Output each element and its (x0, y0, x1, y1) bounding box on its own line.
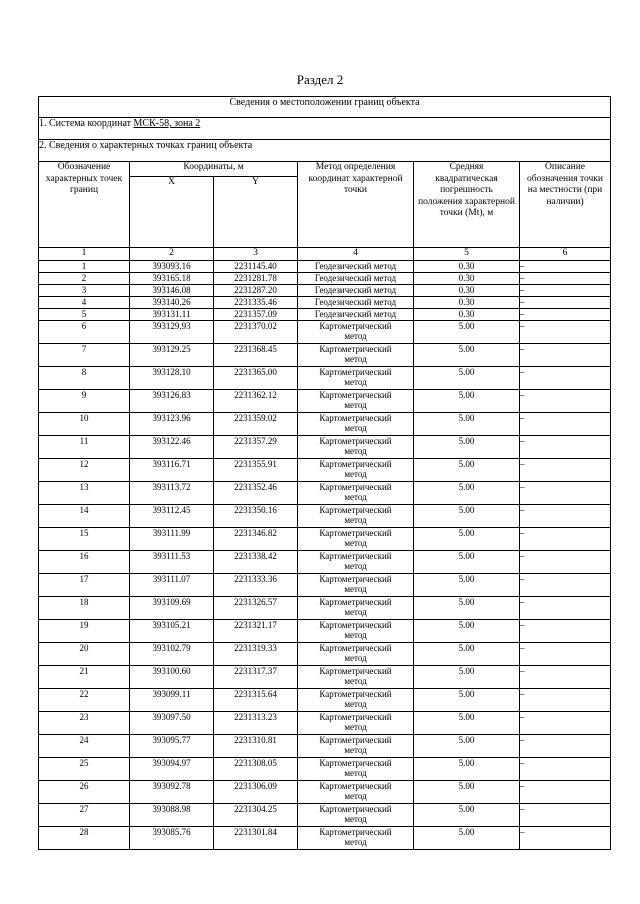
error-cell: 5.00 (414, 551, 520, 574)
point-number-cell: 25 (39, 758, 130, 781)
x-coordinate-cell: 393095.77 (130, 735, 214, 758)
table-row (39, 597, 611, 620)
y-coordinate-cell: 2231308.05 (214, 758, 298, 781)
point-number-cell: 12 (39, 459, 130, 482)
point-number-cell: 28 (39, 827, 130, 850)
header-x: X (130, 177, 214, 248)
error-cell: 0.30 (414, 285, 520, 297)
error-cell: 5.00 (414, 528, 520, 551)
description-cell: – (520, 804, 611, 827)
description-cell: – (520, 459, 611, 482)
method-cell: Геодезический метод (298, 297, 414, 309)
table-row (39, 528, 611, 551)
x-coordinate-cell: 393085.76 (130, 827, 214, 850)
point-number-cell: 21 (39, 666, 130, 689)
x-coordinate-cell: 393102.79 (130, 643, 214, 666)
description-cell: – (520, 297, 611, 309)
error-cell: 5.00 (414, 390, 520, 413)
error-cell: 5.00 (414, 321, 520, 344)
error-cell: 5.00 (414, 781, 520, 804)
table-row (39, 285, 611, 297)
header-coords: Координаты, м (130, 162, 298, 177)
coord-system-label: 1. Система координат (39, 118, 134, 129)
y-coordinate-cell: 2231301.84 (214, 827, 298, 850)
x-coordinate-cell: 393111.53 (130, 551, 214, 574)
description-cell: – (520, 261, 611, 273)
error-cell: 5.00 (414, 735, 520, 758)
point-number-cell: 1 (39, 261, 130, 273)
column-number: 1 (39, 248, 130, 261)
description-cell: – (520, 643, 611, 666)
y-coordinate-cell: 2231145.40 (214, 261, 298, 273)
x-coordinate-cell: 393088.98 (130, 804, 214, 827)
x-coordinate-cell: 393140.26 (130, 297, 214, 309)
point-number-cell: 10 (39, 413, 130, 436)
method-cell: Картометрический метод (298, 712, 414, 735)
x-coordinate-cell: 393126.83 (130, 390, 214, 413)
description-cell: – (520, 620, 611, 643)
boundary-points-table (38, 96, 611, 850)
column-number: 6 (520, 248, 611, 261)
description-cell: – (520, 321, 611, 344)
method-cell: Картометрический метод (298, 574, 414, 597)
method-cell: Геодезический метод (298, 309, 414, 321)
description-cell: – (520, 551, 611, 574)
header-designation: Обозначение характерных точек границ (39, 162, 130, 248)
error-cell: 5.00 (414, 367, 520, 390)
error-cell: 5.00 (414, 758, 520, 781)
table-row (39, 505, 611, 528)
point-number-cell: 15 (39, 528, 130, 551)
description-cell: – (520, 344, 611, 367)
table-row (39, 758, 611, 781)
method-cell: Картометрический метод (298, 735, 414, 758)
description-cell: – (520, 827, 611, 850)
table-row (39, 574, 611, 597)
y-coordinate-cell: 2231365.00 (214, 367, 298, 390)
y-coordinate-cell: 2231355.91 (214, 459, 298, 482)
y-coordinate-cell: 2231319.33 (214, 643, 298, 666)
table-row (39, 309, 611, 321)
y-coordinate-cell: 2231333.36 (214, 574, 298, 597)
point-number-cell: 27 (39, 804, 130, 827)
method-cell: Картометрический метод (298, 528, 414, 551)
y-coordinate-cell: 2231370.02 (214, 321, 298, 344)
point-number-cell: 8 (39, 367, 130, 390)
description-cell: – (520, 390, 611, 413)
description-cell: – (520, 285, 611, 297)
method-cell: Картометрический метод (298, 459, 414, 482)
table-row (39, 344, 611, 367)
point-number-cell: 23 (39, 712, 130, 735)
error-cell: 5.00 (414, 413, 520, 436)
x-coordinate-cell: 393092.78 (130, 781, 214, 804)
x-coordinate-cell: 393146.08 (130, 285, 214, 297)
y-coordinate-cell: 2231346.82 (214, 528, 298, 551)
error-cell: 5.00 (414, 666, 520, 689)
header-method: Метод определения координат характерной точки (298, 162, 414, 248)
table-row (39, 666, 611, 689)
point-number-cell: 17 (39, 574, 130, 597)
description-cell: – (520, 505, 611, 528)
point-number-cell: 2 (39, 273, 130, 285)
error-cell: 5.00 (414, 482, 520, 505)
description-cell: – (520, 574, 611, 597)
y-coordinate-cell: 2231357.09 (214, 309, 298, 321)
y-coordinate-cell: 2231313.23 (214, 712, 298, 735)
method-cell: Картометрический метод (298, 804, 414, 827)
method-cell: Картометрический метод (298, 321, 414, 344)
y-coordinate-cell: 2231352.46 (214, 482, 298, 505)
table-row (39, 781, 611, 804)
point-number-cell: 13 (39, 482, 130, 505)
description-cell: – (520, 413, 611, 436)
y-coordinate-cell: 2231359.02 (214, 413, 298, 436)
table-row (39, 689, 611, 712)
x-coordinate-cell: 393128.10 (130, 367, 214, 390)
table-row (39, 804, 611, 827)
point-number-cell: 14 (39, 505, 130, 528)
header-y: Y (214, 177, 298, 248)
error-cell: 5.00 (414, 597, 520, 620)
x-coordinate-cell: 393094.97 (130, 758, 214, 781)
method-cell: Картометрический метод (298, 827, 414, 850)
description-cell: – (520, 482, 611, 505)
table-row (39, 827, 611, 850)
point-number-cell: 26 (39, 781, 130, 804)
method-cell: Картометрический метод (298, 551, 414, 574)
section-title: Раздел 2 (296, 72, 344, 87)
error-cell: 5.00 (414, 344, 520, 367)
method-cell: Картометрический метод (298, 620, 414, 643)
description-cell: – (520, 781, 611, 804)
y-coordinate-cell: 2231350.16 (214, 505, 298, 528)
method-cell: Картометрический метод (298, 436, 414, 459)
x-coordinate-cell: 393165.18 (130, 273, 214, 285)
point-number-cell: 20 (39, 643, 130, 666)
table-row (39, 367, 611, 390)
y-coordinate-cell: 2231315.64 (214, 689, 298, 712)
y-coordinate-cell: 2231326.57 (214, 597, 298, 620)
description-cell: – (520, 528, 611, 551)
table-row (39, 643, 611, 666)
column-numbers-row (39, 248, 611, 261)
header-error: Средняя квадратическая погрешность положения характерной точки (Mt), м (414, 162, 520, 248)
description-cell: – (520, 597, 611, 620)
error-cell: 5.00 (414, 574, 520, 597)
method-cell: Картометрический метод (298, 781, 414, 804)
description-cell: – (520, 273, 611, 285)
error-cell: 5.00 (414, 827, 520, 850)
coord-system-value: МСК-58, зона 2 (133, 118, 201, 129)
point-number-cell: 6 (39, 321, 130, 344)
y-coordinate-cell: 2231287.20 (214, 285, 298, 297)
method-cell: Картометрический метод (298, 666, 414, 689)
error-cell: 5.00 (414, 505, 520, 528)
point-number-cell: 24 (39, 735, 130, 758)
error-cell: 0.30 (414, 273, 520, 285)
y-coordinate-cell: 2231321.17 (214, 620, 298, 643)
point-number-cell: 4 (39, 297, 130, 309)
point-number-cell: 22 (39, 689, 130, 712)
y-coordinate-cell: 2231281.78 (214, 273, 298, 285)
table-row (39, 436, 611, 459)
point-number-cell: 19 (39, 620, 130, 643)
error-cell: 0.30 (414, 261, 520, 273)
error-cell: 0.30 (414, 297, 520, 309)
error-cell: 5.00 (414, 804, 520, 827)
method-cell: Картометрический метод (298, 344, 414, 367)
error-cell: 0.30 (414, 309, 520, 321)
error-cell: 5.00 (414, 436, 520, 459)
method-cell: Картометрический метод (298, 758, 414, 781)
x-coordinate-cell: 393113.72 (130, 482, 214, 505)
coord-system-line (39, 118, 611, 140)
y-coordinate-cell: 2231310.81 (214, 735, 298, 758)
x-coordinate-cell: 393097.50 (130, 712, 214, 735)
x-coordinate-cell: 393111.99 (130, 528, 214, 551)
method-cell: Картометрический метод (298, 505, 414, 528)
y-coordinate-cell: 2231368.45 (214, 344, 298, 367)
point-number-cell: 7 (39, 344, 130, 367)
description-cell: – (520, 758, 611, 781)
points-section-title: 2. Сведения о характерных точках границ объекта (39, 140, 611, 162)
description-cell: – (520, 309, 611, 321)
y-coordinate-cell: 2231317.37 (214, 666, 298, 689)
method-cell: Картометрический метод (298, 482, 414, 505)
x-coordinate-cell: 393112.45 (130, 505, 214, 528)
header-description: Описание обозначения точки на местности (при наличии) (520, 162, 611, 248)
error-cell: 5.00 (414, 459, 520, 482)
point-number-cell: 11 (39, 436, 130, 459)
table-row (39, 712, 611, 735)
x-coordinate-cell: 393100.60 (130, 666, 214, 689)
method-cell: Геодезический метод (298, 261, 414, 273)
error-cell: 5.00 (414, 689, 520, 712)
table-row (39, 551, 611, 574)
table-row (39, 459, 611, 482)
table-row (39, 620, 611, 643)
column-number: 3 (214, 248, 298, 261)
method-cell: Картометрический метод (298, 597, 414, 620)
y-coordinate-cell: 2231357.29 (214, 436, 298, 459)
x-coordinate-cell: 393129.25 (130, 344, 214, 367)
table-row (39, 261, 611, 273)
method-cell: Картометрический метод (298, 643, 414, 666)
column-number: 2 (130, 248, 214, 261)
point-number-cell: 5 (39, 309, 130, 321)
x-coordinate-cell: 393109.69 (130, 597, 214, 620)
y-coordinate-cell: 2231335.46 (214, 297, 298, 309)
y-coordinate-cell: 2231306.09 (214, 781, 298, 804)
method-cell: Геодезический метод (298, 273, 414, 285)
error-cell: 5.00 (414, 712, 520, 735)
description-cell: – (520, 735, 611, 758)
x-coordinate-cell: 393131.11 (130, 309, 214, 321)
table-row (39, 482, 611, 505)
table-row (39, 413, 611, 436)
table-row (39, 321, 611, 344)
y-coordinate-cell: 2231338.42 (214, 551, 298, 574)
y-coordinate-cell: 2231304.25 (214, 804, 298, 827)
point-number-cell: 16 (39, 551, 130, 574)
table-banner: Сведения о местоположении границ объекта (39, 97, 611, 118)
x-coordinate-cell: 393123.96 (130, 413, 214, 436)
table-row (39, 735, 611, 758)
x-coordinate-cell: 393111.07 (130, 574, 214, 597)
point-number-cell: 9 (39, 390, 130, 413)
x-coordinate-cell: 393099.11 (130, 689, 214, 712)
description-cell: – (520, 712, 611, 735)
column-number: 5 (414, 248, 520, 261)
description-cell: – (520, 689, 611, 712)
table-row (39, 390, 611, 413)
method-cell: Картометрический метод (298, 367, 414, 390)
method-cell: Картометрический метод (298, 689, 414, 712)
description-cell: – (520, 367, 611, 390)
description-cell: – (520, 666, 611, 689)
method-cell: Геодезический метод (298, 285, 414, 297)
x-coordinate-cell: 393105.21 (130, 620, 214, 643)
x-coordinate-cell: 393122.46 (130, 436, 214, 459)
point-number-cell: 3 (39, 285, 130, 297)
method-cell: Картометрический метод (298, 413, 414, 436)
y-coordinate-cell: 2231362.12 (214, 390, 298, 413)
x-coordinate-cell: 393129.93 (130, 321, 214, 344)
table-row (39, 297, 611, 309)
error-cell: 5.00 (414, 620, 520, 643)
method-cell: Картометрический метод (298, 390, 414, 413)
x-coordinate-cell: 393093.16 (130, 261, 214, 273)
error-cell: 5.00 (414, 643, 520, 666)
column-number: 4 (298, 248, 414, 261)
point-number-cell: 18 (39, 597, 130, 620)
table-row (39, 273, 611, 285)
description-cell: – (520, 436, 611, 459)
x-coordinate-cell: 393116.71 (130, 459, 214, 482)
